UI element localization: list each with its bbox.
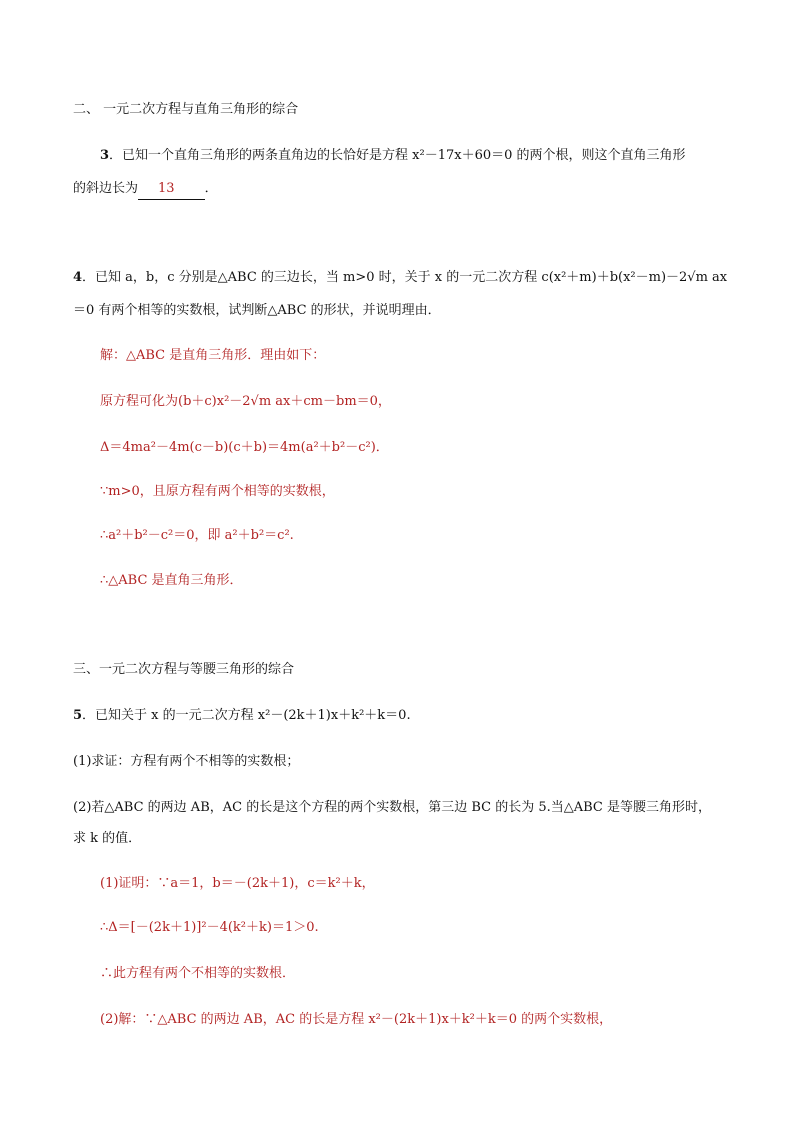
solution-line: Δ＝4ma²－4m(c－b)(c＋b)＝4m(a²＋b²－c²)． [100, 440, 389, 455]
solution-line: ∵m>0，且原方程有两个相等的实数根， [100, 484, 335, 499]
problem-3-line-2 [73, 179, 218, 200]
problem-3-line-1: ．已知一个直角三角形的两条直角边的长恰好是方程 x²－17x＋60＝0 的两个根，则这个直角三角形 [109, 148, 686, 163]
solution-line: (2)解：∵△ABC 的两边 AB，AC 的长是方程 x²－(2k＋1)x＋k²＋k＝0 的两个实数根， [100, 1012, 613, 1027]
answer-value: 13 [158, 181, 175, 196]
problem-5-part-1: (1)求证：方程有两个不相等的实数根； [73, 754, 300, 769]
problem-3-prefix: 的斜边长为 [73, 181, 139, 196]
solution-line: ∴△ABC 是直角三角形． [100, 573, 243, 588]
solution-line: ∴此方程有两个不相等的实数根． [100, 966, 296, 981]
problem-5 [73, 706, 411, 726]
solution-line: (1)证明：∵a＝1，b＝－(2k＋1)，c＝k²＋k， [100, 876, 375, 891]
solution-line: ∴a²＋b²－c²＝0，即 a²＋b²＝c². [100, 528, 294, 543]
problem-5-part-2-line-1: (2)若△ABC 的两边 AB，AC 的长是这个方程的两个实数根，第三边 BC 的长为 5.当△ABC 是等腰三角形时， [73, 800, 712, 815]
problem-5-part-2-line-2: 求 k 的值． [73, 831, 142, 846]
problem-3 [100, 146, 686, 166]
solution-line: ∴Δ＝[－(2k＋1)]²－4(k²＋k)＝1＞0. [100, 920, 319, 935]
solution-line: 原方程可化为(b＋c)x²－2√m ax＋cm－bm＝0， [100, 394, 391, 409]
solution-line: 解：△ABC 是直角三角形．理由如下： [100, 348, 326, 363]
problem-4-line-1: ．已知 a，b，c 分别是△ABC 的三边长，当 m>0 时，关于 x 的一元二次方程 c(x²＋m)＋b(x²－m)－2√m ax [82, 270, 728, 285]
problem-3-suffix: ． [204, 181, 218, 196]
problem-5-line-1: ．已知关于 x 的一元二次方程 x²－(2k＋1)x＋k²＋k＝0. [82, 708, 411, 723]
problem-4 [73, 268, 727, 288]
problem-number: 4 [73, 270, 83, 285]
problem-number: 5 [73, 708, 83, 723]
problem-4-line-2: ＝0 有两个相等的实数根，试判断△ABC 的形状，并说明理由． [73, 303, 441, 318]
answer-blank [138, 179, 205, 200]
section-3-heading: 三、一元二次方程与等腰三角形的综合 [73, 662, 295, 677]
section-2-heading: 二、 一元二次方程与直角三角形的综合 [73, 102, 299, 117]
problem-number: 3 [100, 148, 110, 163]
